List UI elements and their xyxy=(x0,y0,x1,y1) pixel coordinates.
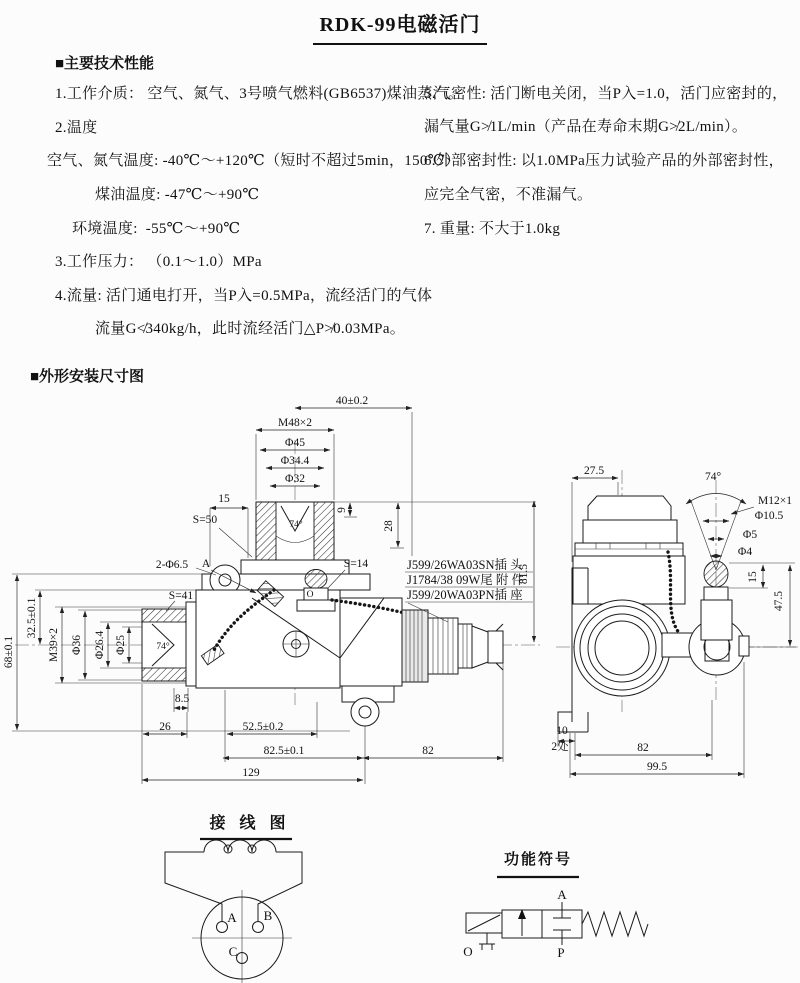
wiring-diagram xyxy=(165,813,302,983)
spec-line: 7. 重量: 不大于1.0kg xyxy=(424,221,561,237)
hex-label: S=50 xyxy=(192,514,218,526)
dim-label: M12×1 xyxy=(758,495,792,507)
dim-label: 40±0.2 xyxy=(335,395,369,407)
port-label-o: O xyxy=(306,590,314,600)
dim-label: 26 xyxy=(159,721,171,733)
dim-label: Φ4 xyxy=(737,546,753,558)
dim-label: 15 xyxy=(218,493,230,505)
dim-label: 32.5±0.1 xyxy=(26,597,38,639)
section-heading-specs: ■主要技术性能 xyxy=(55,56,155,72)
hex-label: S=41 xyxy=(168,590,194,602)
pin-label-b: B xyxy=(263,908,273,923)
angle-label: 74° xyxy=(704,471,722,483)
angle-label: 74° xyxy=(289,520,303,530)
dim-label: 10 xyxy=(556,725,568,737)
dim-label: M39×2 xyxy=(48,628,60,662)
spec-line: 5.气密性: 活门断电关闭，当P入=1.0，活门应密封的， xyxy=(424,86,788,102)
dim-label: 82 xyxy=(422,745,434,757)
angle-label: 74° xyxy=(156,642,170,652)
dim-label: Φ45 xyxy=(285,437,305,449)
dim-label: 129 xyxy=(242,767,260,779)
dim-label: 47.5 xyxy=(773,590,785,612)
spec-line: 2.温度 xyxy=(55,120,98,136)
spec-line: 6.外部密封性: 以1.0MPa压力试验产品的外部密封性， xyxy=(424,153,784,169)
spec-line: 漏气量G≯1L/min（产品在寿命末期G≯2L/min）。 xyxy=(424,119,748,135)
dim-label: Φ32 xyxy=(285,473,305,485)
port-label-o: O xyxy=(463,944,473,959)
valve-symbol xyxy=(466,902,648,950)
symbol-title: 功能符号 xyxy=(503,852,573,868)
dim-label: 81.5 xyxy=(518,563,530,585)
connector-face xyxy=(192,890,292,983)
valve-front-body xyxy=(142,502,503,726)
spec-line: 环境温度: -55℃～+90℃ xyxy=(72,221,241,237)
dim-label: 15 xyxy=(747,571,759,583)
spec-line: 空气、氮气温度: -40℃～+120℃（短时不超过5min，150℃） xyxy=(47,153,461,169)
section-heading-dimensions: ■外形安装尺寸图 xyxy=(30,369,145,385)
dim-label: 28 xyxy=(383,520,395,532)
dim-label: 2-Φ6.5 xyxy=(155,559,189,571)
front-view-drawing xyxy=(3,395,540,784)
spec-line: 流量G≮340kg/h，此时流经活门△P≯0.03MPa。 xyxy=(95,321,406,337)
dim-label: 27.5 xyxy=(583,465,605,477)
spec-line: 煤油温度: -47℃～+90℃ xyxy=(95,187,260,203)
connector-ref-label: J599/26WA03SN插 头 xyxy=(407,558,523,572)
dim-label: Φ34.4 xyxy=(280,455,310,467)
hex-label: S=14 xyxy=(343,558,369,570)
connector-ref-label: J1784/38 09W尾 附 件 xyxy=(407,573,525,587)
port-label-a: A xyxy=(201,558,211,570)
dim-label: 82 xyxy=(637,742,649,754)
side-view-drawing xyxy=(551,465,798,778)
dim-label: 99.5 xyxy=(646,761,668,773)
dim-label: Φ26.4 xyxy=(94,630,106,660)
spec-line: 应完全气密，不准漏气。 xyxy=(424,187,593,203)
port-label-a: A xyxy=(557,887,567,902)
dim-label: 52.5±0.2 xyxy=(242,721,284,733)
coil-symbol xyxy=(204,840,276,853)
dim-label: 68±0.1 xyxy=(3,635,15,669)
spec-line: 3.工作压力： （0.1～1.0）MPa xyxy=(55,254,262,270)
port-label-p: P xyxy=(557,945,565,960)
pin-label-c: C xyxy=(228,944,238,959)
dimension-drawings xyxy=(0,390,800,983)
dim-label: Φ25 xyxy=(115,635,127,655)
connector-ref-label: J599/20WA03PN插 座 xyxy=(407,588,523,602)
dim-label: Φ36 xyxy=(71,635,83,655)
dim-label: 8.5 xyxy=(174,693,190,705)
dim-label: Φ5 xyxy=(742,529,758,541)
page-title: RDK-99电磁活门 xyxy=(313,8,486,45)
spec-line: 1.工作介质： 空气、氮气、3号喷气燃料(GB6537)煤油蒸汽。 xyxy=(55,86,464,102)
pin-label-a: A xyxy=(227,910,237,925)
spec-line: 4.流量: 活门通电打开，当P入=0.5MPa，流经活门的气体 xyxy=(55,288,433,304)
dim-label: 82.5±0.1 xyxy=(263,745,305,757)
dim-label: M48×2 xyxy=(278,417,312,429)
dim-label: Φ10.5 xyxy=(754,510,784,522)
wiring-title: 接 线 图 xyxy=(209,815,291,832)
note-label: 2处 xyxy=(551,741,569,753)
valve-side-body xyxy=(558,494,749,733)
title-wrap xyxy=(0,8,800,45)
function-symbol xyxy=(463,850,648,960)
dim-label: 9 xyxy=(336,507,348,513)
